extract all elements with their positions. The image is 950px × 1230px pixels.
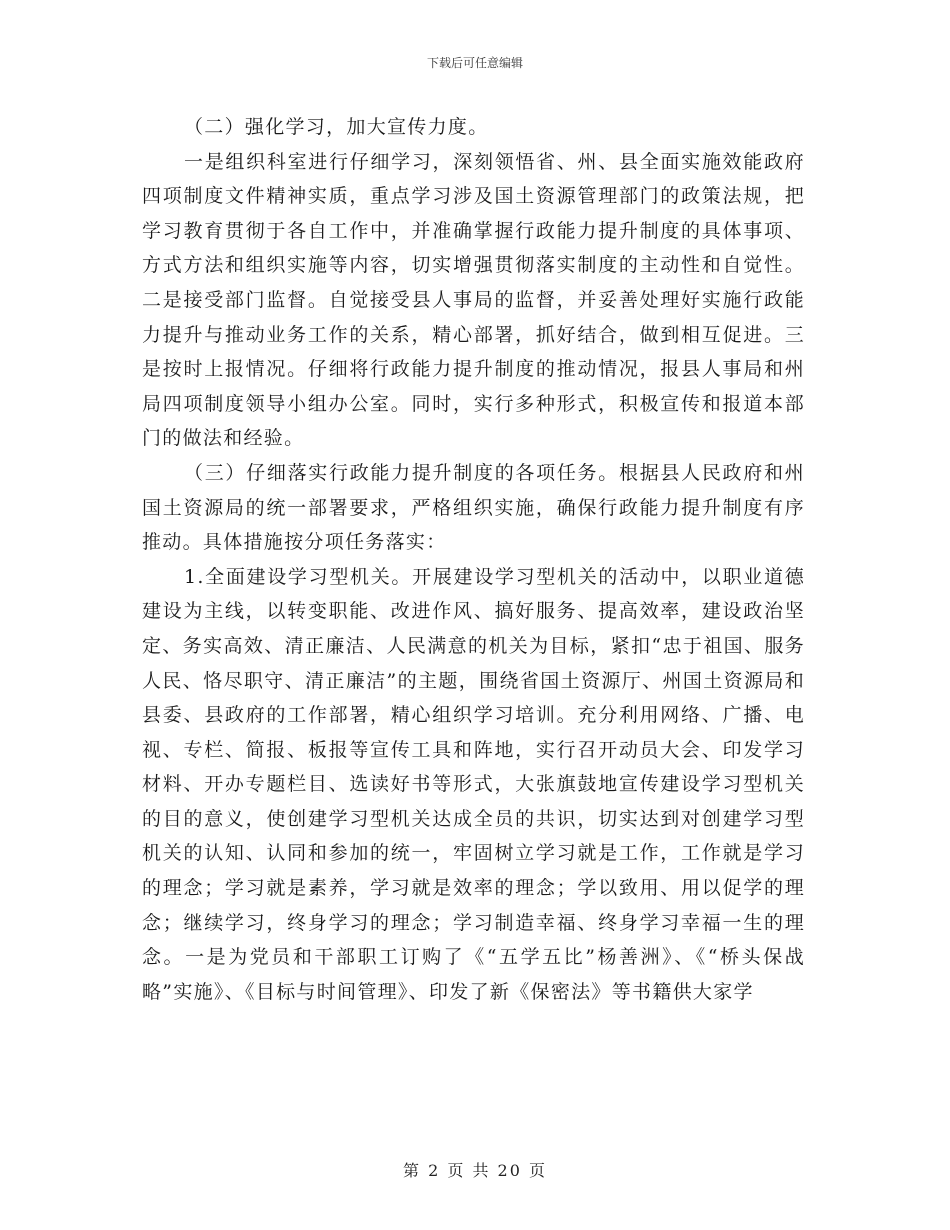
- body-paragraph: 一是组织科室进行仔细学习，深刻领悟省、州、县全面实施效能政府四项制度文件精神实质，重点学习涉及国土资源管理部门的政策法规，把学习教育贯彻于各自工作中，并准确掌握行政能力提升制度的具体事项、方式方法和组织实施等内容，切实增强贯彻落实制度的主动性和自觉性。二是接受部门监督。自觉接受县人事局的监督，并妥善处理好实施行政能力提升与推动业务工作的关系，精心部署，抓好结合，做到相互促进。三是按时上报情况。仔细将行政能力提升制度的推动情况，报县人事局和州局四项制度领导小组办公室。同时，实行多种形式，积极宣传和报道本部门的做法和经验。: [142, 150, 805, 450]
- page-footer: 第 2 页 共 20 页: [403, 1161, 547, 1180]
- section-heading-2: （二）强化学习，加大宣传力度。: [184, 116, 489, 138]
- body-paragraph: 1.全面建设学习型机关。开展建设学习型机关的活动中，以职业道德建设为主线，以转变职能、改进作风、搞好服务、提高效率，建设政治坚定、务实高效、清正廉洁、人民满意的机关为目标，紧扣“忠于祖国、服务人民、恪尽职守、清正廉洁”的主题，围绕省国土资源厅、州国土资源局和县委、县政府的工作部署，精心组织学习培训。充分利用网络、广播、电视、专栏、简报、板报等宣传工具和阵地，实行召开动员大会、印发学习材料、开办专题栏目、选读好书等形式，大张旗鼓地宣传建设学习型机关的目的意义，使创建学习型机关达成全员的共识，切实达到对创建学习型机关的认知、认同和参加的统一，牢固树立学习就是工作，工作就是学习的理念；学习就是素养，学习就是效率的理念；学以致用、用以促学的理念；继续学习，终身学习的理念；学习制造幸福、终身学习幸福一生的理念。一是为党员和干部职工订购了《“五学五比”杨善洲》、《“桥头保战略”实施》、《目标与时间管理》、印发了新《保密法》等书籍供大家学: [142, 565, 805, 1003]
- section-heading-3-paragraph: （三）仔细落实行政能力提升制度的各项任务。根据县人民政府和州国土资源局的统一部署要求，严格组织实施，确保行政能力提升制度有序推动。具体措施按分项任务落实：: [142, 461, 805, 554]
- page-header: 下载后可任意编辑: [426, 56, 523, 70]
- document-body: [142, 110, 805, 1009]
